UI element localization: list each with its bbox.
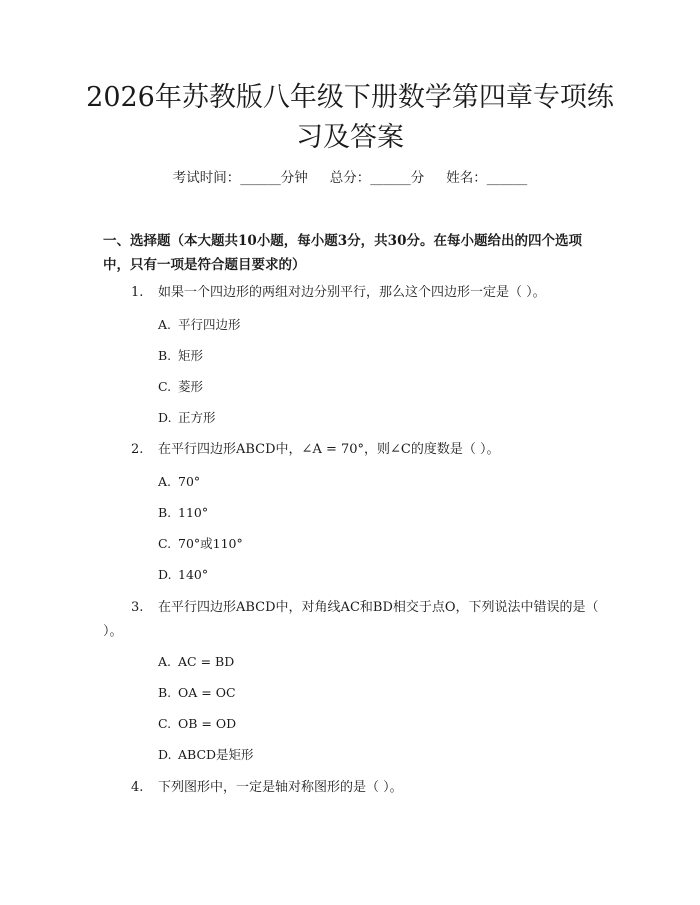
option-2a xyxy=(158,472,200,492)
option-label: C. xyxy=(158,716,172,731)
option-text: OA = OC xyxy=(178,685,236,700)
option-text: AC = BD xyxy=(178,654,235,669)
option-label: A. xyxy=(158,654,172,669)
question-number: 4. xyxy=(131,780,144,795)
option-label: C. xyxy=(158,536,172,551)
option-1b xyxy=(158,346,203,366)
option-text: 矩形 xyxy=(178,348,204,363)
section-heading-choice: 一、选择题（本大题共10小题，每小题3分，共30分。在每小题给出的四个选项中，只有一项是符合题目要求的） xyxy=(103,233,582,273)
option-label: C. xyxy=(158,379,172,394)
option-3c xyxy=(158,714,236,734)
option-label: B. xyxy=(158,685,172,700)
exam-time: 考试时间：______分钟 xyxy=(172,170,308,186)
option-text: 70° xyxy=(178,474,201,489)
exam-info xyxy=(0,168,700,188)
page-title: 2026年苏教版八年级下册数学第四章专项练习及答案 xyxy=(86,82,614,153)
question-number: 1. xyxy=(131,285,144,300)
option-3d xyxy=(158,745,254,765)
option-1a xyxy=(158,315,241,335)
question-text: 在平行四边形ABCD中，∠A = 70°，则∠C的度数是（ ）。 xyxy=(158,442,500,457)
option-2d xyxy=(158,565,208,585)
option-text: 平行四边形 xyxy=(178,317,241,332)
option-label: D. xyxy=(158,410,172,425)
question-text: 如果一个四边形的两组对边分别平行，那么这个四边形一定是（ ）。 xyxy=(158,285,546,300)
option-text: OB = OD xyxy=(178,716,237,731)
option-text: 110° xyxy=(178,505,209,520)
option-text: 菱形 xyxy=(178,379,204,394)
question-4 xyxy=(0,776,700,800)
option-text: ABCD是矩形 xyxy=(178,747,254,762)
student-name: 姓名：______ xyxy=(446,170,528,186)
option-3b xyxy=(158,683,236,703)
option-label: D. xyxy=(158,747,172,762)
option-text: 140° xyxy=(178,567,209,582)
option-2c xyxy=(158,534,243,554)
option-label: B. xyxy=(158,505,172,520)
exam-score: 总分：______分 xyxy=(329,170,425,186)
question-text: 在平行四边形ABCD中，对角线AC和BD相交于点O，下列说法中错误的是（ ）。 xyxy=(103,600,599,639)
option-label: B. xyxy=(158,348,172,363)
option-1d xyxy=(158,408,216,428)
question-2 xyxy=(0,438,700,462)
option-3a xyxy=(158,652,234,672)
option-text: 70°或110° xyxy=(178,536,243,551)
option-2b xyxy=(158,503,208,523)
question-3 xyxy=(103,596,603,644)
question-number: 3. xyxy=(131,600,144,615)
option-1c xyxy=(158,377,203,397)
question-1 xyxy=(0,281,700,305)
option-label: A. xyxy=(158,474,172,489)
option-text: 正方形 xyxy=(178,410,216,425)
question-number: 2. xyxy=(131,442,144,457)
option-label: D. xyxy=(158,567,172,582)
question-text: 下列图形中，一定是轴对称图形的是（ ）。 xyxy=(158,780,403,795)
option-label: A. xyxy=(158,317,172,332)
